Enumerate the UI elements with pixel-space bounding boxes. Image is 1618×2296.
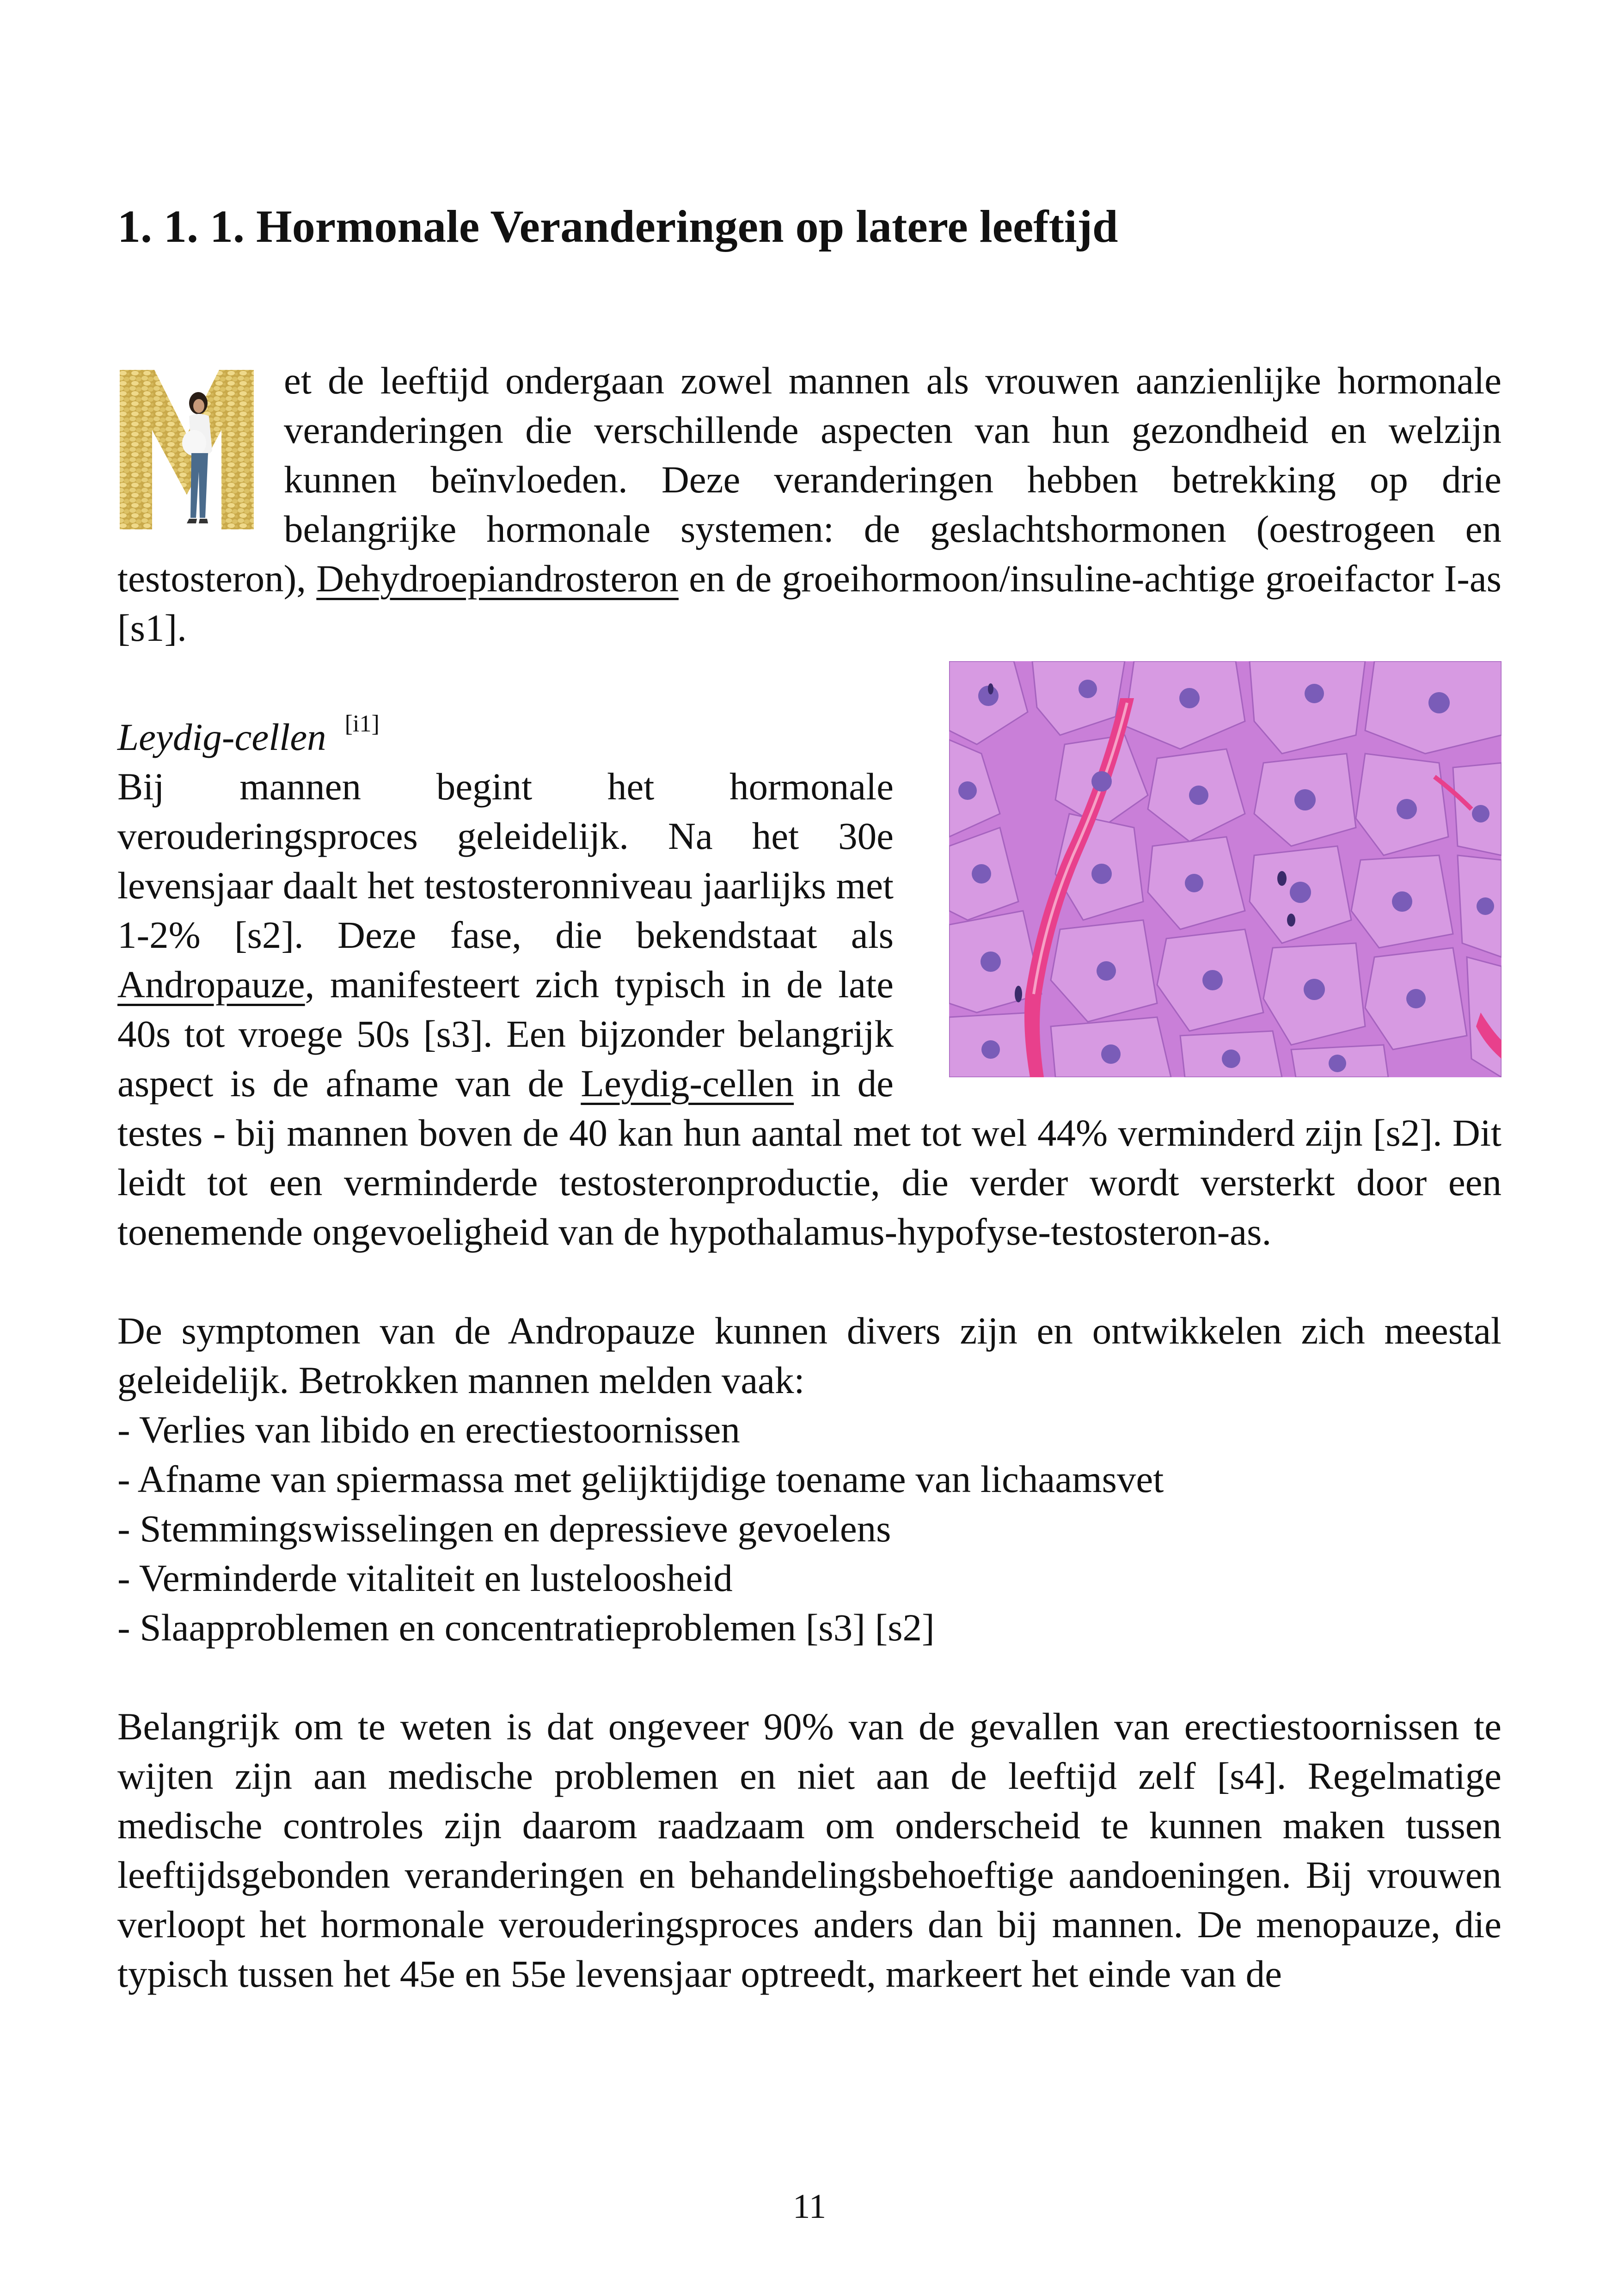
dropcap-m-graphic: [117, 365, 256, 532]
caption-text: Leydig-cellen: [117, 716, 326, 758]
symptoms-intro: De symptomen van de Andropauze kunnen divers zijn en ontwikkelen zich meestal geleidelijk. Betrokken mannen melden vaak:: [117, 1309, 1502, 1401]
list-item: - Stemmingswisselingen en depressieve gevoelens: [117, 1507, 891, 1550]
link-leydig-cellen[interactable]: Leydig-cellen: [581, 1062, 794, 1105]
list-item: - Afname van spiermassa met gelijktijdige toename van lichaamsvet: [117, 1458, 1164, 1500]
list-item: - Slaapproblemen en concentratieproblemen [s3] [s2]: [117, 1606, 935, 1649]
list-item: - Verminderde vitaliteit en lusteloosheid: [117, 1557, 733, 1599]
section-heading: 1. 1. 1. Hormonale Veranderingen op latere leeftijd: [117, 201, 1118, 252]
link-andropauze[interactable]: Andropauze: [117, 963, 305, 1006]
list-item: - Verlies van libido en erectiestoornissen: [117, 1408, 740, 1451]
symptoms-list: [117, 1405, 1502, 1652]
dropcap-m-image: [117, 365, 256, 532]
page-number: 11: [792, 2187, 827, 2226]
intro-paragraph: et de leeftijd ondergaan zowel mannen als vrouwen aanzienlijke hormonale veranderingen die verschillende aspecten van hun gezondheid en welzijn kunnen beïnvloeden. Deze veranderingen hebben betrekking op drie belangrijke hormonale systemen: de geslachtshormonen (oestrogeen en testosteron), Dehydroepiandrosteron en de groeihormoon/insuline-achtige groeifactor I-as [s1].: [117, 359, 1502, 649]
leydig-cells-figure: [949, 661, 1502, 1077]
final-paragraph: Belangrijk om te weten is dat ongeveer 90% van de gevallen van erectiestoornissen te wijten zijn aan medische problemen en niet aan de leeftijd zelf [s4]. Regelmatige medische controles zijn daarom raadzaam om onderscheid te kunnen maken tussen leeftijdsgebonden veranderingen en behandelingsbehoeftige aandoeningen. Bij vrouwen verloopt het hormonale verouderingsproces anders dan bij mannen. De menopauze, die typisch tussen het 45e en 55e levensjaar optreedt, markeert het einde van de: [117, 1705, 1502, 1995]
image-reference: [i1]: [344, 711, 380, 737]
body-text: et de leeftijd ondergaan zowel mannen als vrouwen aanzienlijke hormonale veranderingen die verschillende aspecten van hun gezondheid en welzijn kunnen beïnvloeden. Deze veranderingen hebben betrekking op drie belangrijke hormonale systemen: de geslachtshormonen (oestrogeen en testosteron), Dehydroepiandrosteron en de groeihormoon/insuline-achtige groeifactor I-as [s1]. Leydig-cellen [i1] Bij mannen begint het hormonale verouderingsproces geleidelijk. Na het 30e levensjaar daalt het testosteronniveau jaarlijks met 1-2% [s2]. Deze fase, die bekendstaat als Andropauze, manifesteert zich typisch in de late 40s tot vroege 50s [s3]. Een bijzonder belangrijk aspect is de afname van de Leydig-cellen in de testes - bij mannen boven de 40 kan hun aantal met tot wel 44% verminderd zijn [s2]. Dit leidt tot een verminderde testosteronproductie, die verder wordt versterkt door een toenemende ongevoeligheid van de hypothalamus-hypofyse-testosteron-as. De symptomen van de Andropauze kunnen divers zijn en ontwikkelen zich meestal geleidelijk. Betrokken mannen melden vaak: - Verlies van libido en erectiestoornissen - Afname van spiermassa met gelijktijdige toename van lichaamsvet - Stemmingswisselingen en depressieve gevoelens - Verminderde vitaliteit en lusteloosheid - Slaapproblemen en concentratieproblemen [s3] [s2] Belangrijk om te weten is dat ongeveer 90% van de gevallen van erectiestoornissen te wijten zijn aan medische problemen en niet aan de leeftijd zelf [s4]. Regelmatige medische controles zijn daarom raadzaam om onderscheid te kunnen maken tussen leeftijdsgebonden veranderingen en behandelingsbehoeftige aandoeningen. Bij vrouwen verloopt het hormonale verouderingsproces anders dan bij mannen. De menopauze, die typisch tussen het 45e en 55e levensjaar optreedt, markeert het einde van de: [117, 356, 1502, 1999]
leydig-cells-micrograph: [949, 661, 1502, 1077]
link-dehydroepiandrosteron[interactable]: Dehydroepiandrosteron: [316, 557, 679, 600]
document-page: [117, 0, 1502, 2296]
